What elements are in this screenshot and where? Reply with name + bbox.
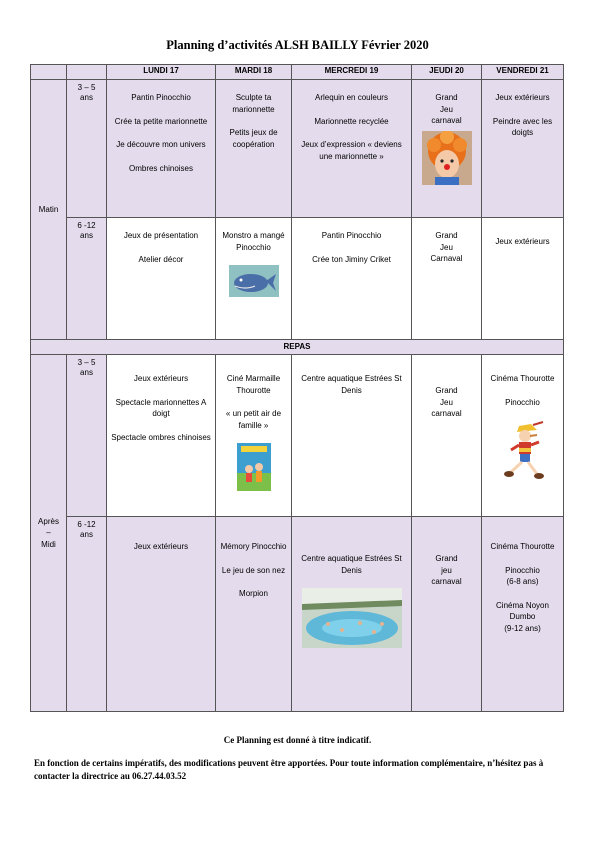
cell-afternoon-old-lundi (107, 517, 216, 712)
activity: Pantin Pinocchio (131, 93, 191, 102)
activity: Jeu (440, 397, 453, 407)
cell-afternoon-old-mercredi (292, 517, 412, 712)
activity: Peindre avec les doigts (492, 116, 553, 137)
age-6-12 (67, 517, 107, 712)
day-header-jeudi: JEUDI 20 (412, 65, 482, 80)
day-header-mercredi: MERCREDI 19 (292, 65, 412, 80)
header-empty-cell (67, 65, 107, 80)
activity: Grand (435, 386, 458, 395)
afternoon-young-row (31, 355, 564, 517)
cell-morning-young-jeudi (412, 80, 482, 218)
day-header-vendredi: VENDREDI 21 (482, 65, 564, 80)
header-empty-cell (31, 65, 67, 80)
activity: carnaval (431, 577, 462, 586)
cell-morning-old-mardi (216, 218, 292, 340)
activity: Jeux de présentation (123, 231, 199, 240)
planning-table (30, 64, 564, 712)
activity: Spectacle marionnettes A doigt (115, 397, 207, 418)
activity: Grand (435, 231, 458, 240)
activity: Jeux extérieurs (133, 374, 189, 383)
age-label-l1: 6 -12 (77, 221, 96, 230)
age-label-l2: ans (80, 530, 93, 539)
activity: « un petit air de famille » (225, 409, 282, 430)
morning-young-row (31, 80, 564, 218)
cell-morning-young-vendredi (482, 80, 564, 218)
activity: Jeux d’expression « deviens une marionnette » (301, 140, 402, 161)
activity: Jeux extérieurs (495, 93, 550, 102)
cell-morning-young-mercredi (292, 80, 412, 218)
cell-morning-old-jeudi (412, 218, 482, 340)
activity: carnaval (431, 116, 462, 125)
activity: Marionnette recyclée (314, 116, 389, 126)
age-label-l2: ans (80, 93, 93, 102)
activity: Le jeu de son nez (221, 565, 286, 575)
age-6-12 (67, 218, 107, 340)
activity: Jeux extérieurs (495, 237, 550, 246)
day-header-mardi: MARDI 18 (216, 65, 292, 80)
repas-label: REPAS (31, 340, 564, 355)
cell-morning-old-vendredi (482, 218, 564, 340)
activity: Atelier décor (138, 254, 184, 264)
activity: Jeux extérieurs (133, 542, 189, 551)
cell-afternoon-old-vendredi (482, 517, 564, 712)
age-label-l2: ans (80, 231, 93, 240)
repas-row (31, 340, 564, 355)
period-label-l1: Après (38, 516, 59, 526)
activity: Petits jeux de coopération (229, 128, 278, 149)
cell-morning-young-lundi (107, 80, 216, 218)
period-label-l3: Midi (41, 539, 56, 549)
period-apres-midi (31, 355, 67, 712)
activity: Jeu (440, 104, 453, 114)
cell-afternoon-old-mardi (216, 517, 292, 712)
activity: (6-8 ans) (506, 577, 539, 586)
age-label-l1: 6 -12 (77, 520, 96, 529)
activity: Morpion (239, 589, 268, 598)
activity: Je découvre mon univers (116, 140, 206, 149)
age-label-l1: 3 – 5 (77, 358, 96, 367)
afternoon-old-row (31, 517, 564, 712)
period-matin: Matin (31, 80, 67, 340)
cell-afternoon-young-lundi (107, 355, 216, 517)
activity: carnaval (431, 409, 462, 418)
cell-afternoon-young-mercredi (292, 355, 412, 517)
activity: Pinocchio (505, 397, 540, 407)
activity: jeu (441, 565, 452, 575)
activity: (9-12 ans) (504, 623, 541, 633)
age-label-l2: ans (80, 368, 93, 377)
cell-morning-old-lundi (107, 218, 216, 340)
movie-poster (237, 443, 271, 491)
period-label-l2: – (46, 528, 51, 538)
clown-child-photo (422, 131, 472, 185)
cell-afternoon-young-vendredi (482, 355, 564, 517)
footer-disclaimer: Ce Planning est donné à titre indicatif. (223, 735, 372, 745)
day-header-lundi: LUNDI 17 (107, 65, 216, 80)
cell-morning-young-mardi (216, 80, 292, 218)
activity: Arlequin en couleurs (315, 93, 388, 102)
activity: Cinéma Thourotte (490, 542, 555, 551)
header-row (31, 65, 564, 80)
age-3-5 (67, 80, 107, 218)
whale-illustration (229, 265, 279, 297)
swimming-pool-photo (302, 588, 402, 648)
activity: Centre aquatique Estrées St Denis (301, 374, 402, 395)
morning-old-row (31, 218, 564, 340)
activity: Pinocchio (505, 565, 540, 575)
activity: Grand (435, 554, 458, 563)
activity: Jeu (440, 242, 453, 252)
activity: Carnaval (430, 254, 463, 263)
footer-contact-note: En fonction de certains impératifs, des modifications peuvent être apportées. Pour toute information complémentaire, n’hésitez pas à contacter la directrice au 06.27.44.03.52 (34, 758, 544, 781)
activity: Sculpte ta marionnette (232, 93, 275, 114)
pinocchio-illustration (497, 420, 549, 482)
activity: Centre aquatique Estrées St Denis (301, 554, 402, 575)
activity: Pantin Pinocchio (321, 231, 382, 240)
page-title: Planning d’activités ALSH BAILLY Février 2020 (166, 38, 429, 52)
activity: Ombres chinoises (128, 163, 194, 173)
activity: Monstro a mangé Pinocchio (222, 231, 285, 252)
age-3-5 (67, 355, 107, 517)
activity: Cinéma Thourotte (490, 374, 555, 383)
activity: Grand (435, 93, 458, 102)
activity: Spectacle ombres chinoises (111, 432, 211, 442)
activity: Crée ta petite marionnette (114, 116, 208, 126)
activity: Cinéma Noyon Dumbo (496, 600, 549, 621)
activity: Mémory Pinocchio (220, 542, 287, 551)
cell-afternoon-young-mardi (216, 355, 292, 517)
cell-afternoon-old-jeudi (412, 517, 482, 712)
age-label-l1: 3 – 5 (77, 83, 96, 92)
activity: Crée ton Jiminy Criket (312, 254, 391, 264)
cell-morning-old-mercredi (292, 218, 412, 340)
cell-afternoon-young-jeudi (412, 355, 482, 517)
activity: Ciné Marmaille Thourotte (226, 374, 281, 395)
